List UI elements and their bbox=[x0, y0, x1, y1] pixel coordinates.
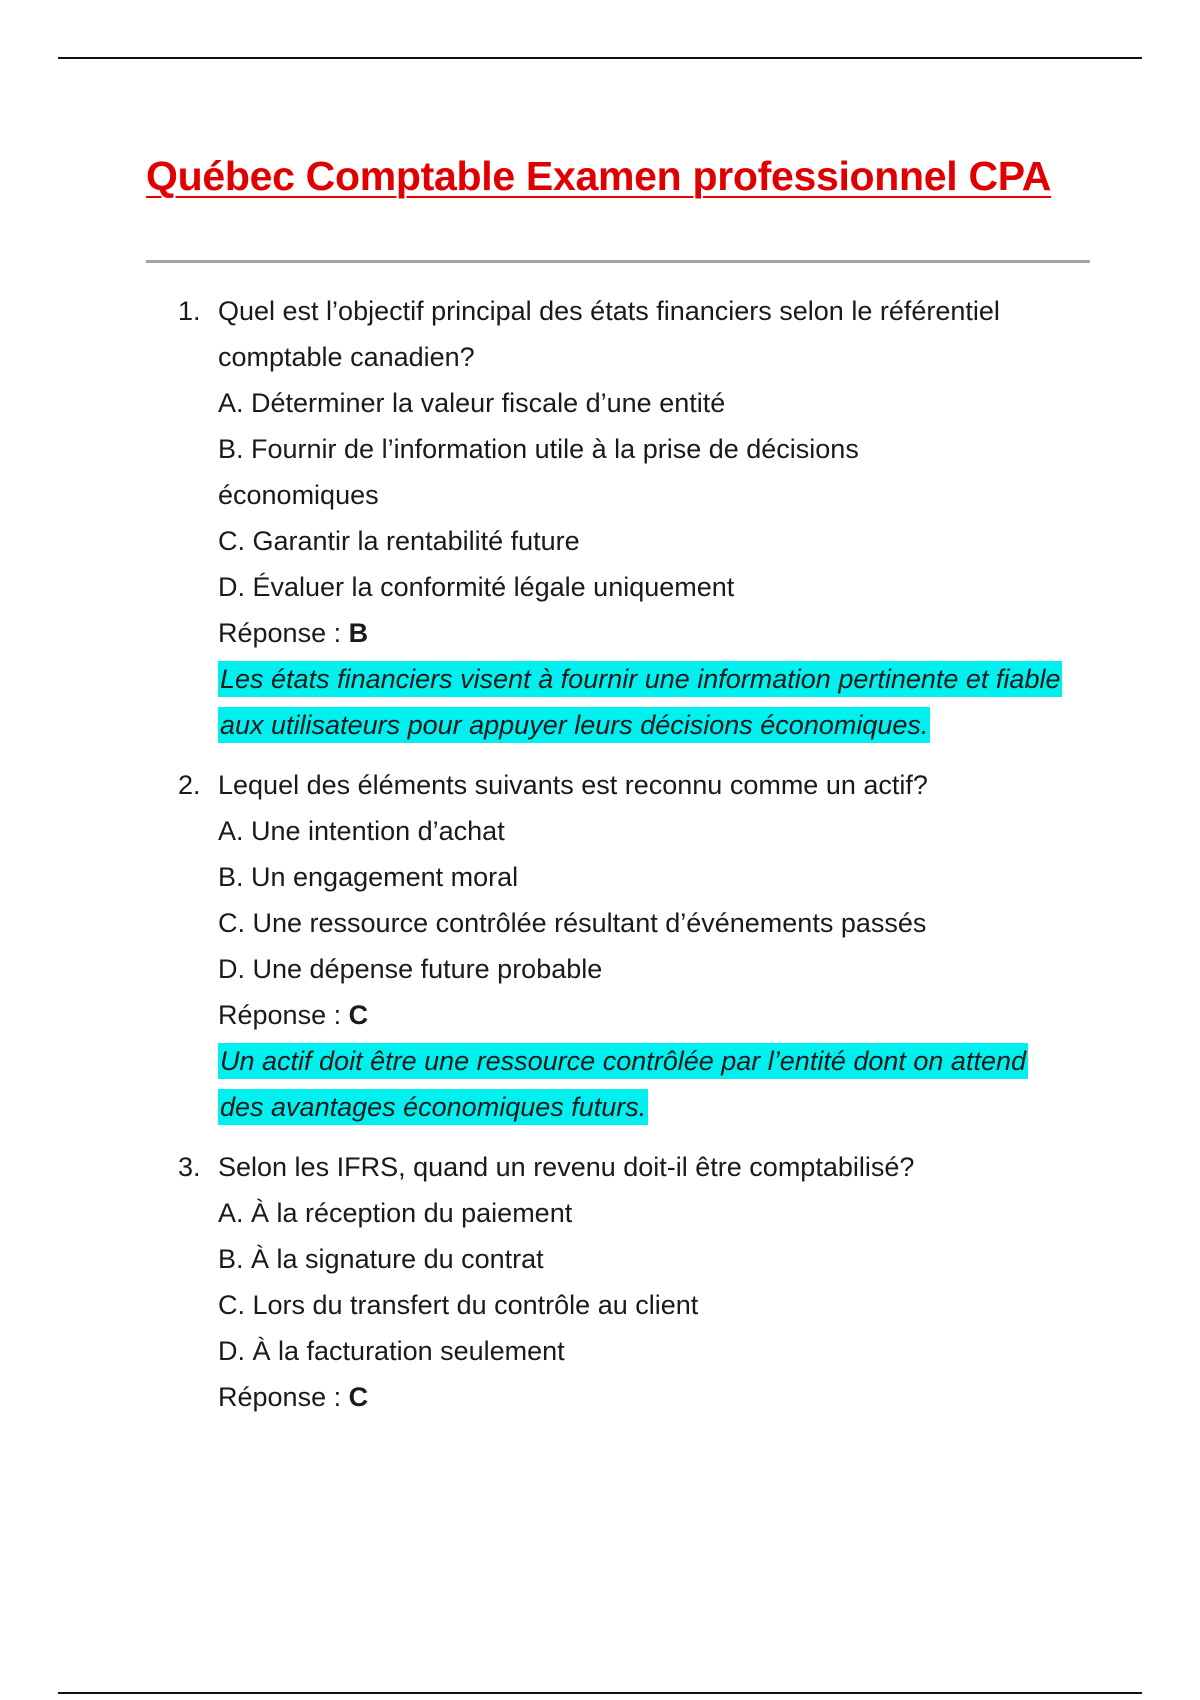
question-number: 3. bbox=[178, 1152, 201, 1182]
answer-line bbox=[218, 1374, 1098, 1420]
answer-label: Réponse : bbox=[218, 1000, 349, 1030]
question-number: 1. bbox=[178, 296, 201, 326]
option-c: C. Une ressource contrôlée résultant d’événements passés bbox=[218, 908, 927, 938]
document-title: Québec Comptable Examen professionnel CPA bbox=[146, 153, 1052, 199]
option-b: B. À la signature du contrat bbox=[218, 1244, 544, 1274]
answer-line bbox=[218, 992, 1098, 1038]
answer-label: Réponse : bbox=[218, 618, 349, 648]
title-divider bbox=[146, 260, 1090, 263]
explanation-text: Un actif doit être une ressource contrôlée par l’entité dont on attend des avantages économiques futurs. bbox=[218, 1043, 1028, 1125]
page-top-rule bbox=[58, 57, 1142, 59]
option-a: A. Une intention d’achat bbox=[218, 816, 505, 846]
page-bottom-rule bbox=[58, 1692, 1142, 1694]
question-list bbox=[178, 288, 1098, 1434]
explanation-text: Les états financiers visent à fournir une information pertinente et fiable aux utilisateurs pour appuyer leurs décisions économiques. bbox=[218, 661, 1062, 743]
option-b: B. Un engagement moral bbox=[218, 862, 519, 892]
option-d: D. Une dépense future probable bbox=[218, 954, 603, 984]
option-c: C. Lors du transfert du contrôle au client bbox=[218, 1290, 699, 1320]
option-a: A. À la réception du paiement bbox=[218, 1198, 573, 1228]
answer-value: B bbox=[348, 618, 369, 648]
question-item bbox=[178, 1144, 1098, 1420]
answer-line bbox=[218, 610, 1098, 656]
answer-label: Réponse : bbox=[218, 1382, 349, 1412]
answer-value: C bbox=[348, 1382, 369, 1412]
option-b-continued: économiques bbox=[218, 480, 379, 510]
question-text: Lequel des éléments suivants est reconnu comme un actif? bbox=[218, 770, 928, 800]
question-item bbox=[178, 288, 1098, 748]
answer-value: C bbox=[348, 1000, 369, 1030]
question-text: Selon les IFRS, quand un revenu doit-il être comptabilisé? bbox=[218, 1152, 915, 1182]
option-a: A. Déterminer la valeur fiscale d’une entité bbox=[218, 388, 726, 418]
question-number: 2. bbox=[178, 770, 201, 800]
option-c: C. Garantir la rentabilité future bbox=[218, 526, 580, 556]
question-text: comptable canadien? bbox=[218, 342, 475, 372]
option-d: D. Évaluer la conformité légale uniquement bbox=[218, 572, 735, 602]
question-text: Quel est l’objectif principal des états financiers selon le référentiel bbox=[218, 296, 1000, 326]
question-item bbox=[178, 762, 1098, 1130]
option-b: B. Fournir de l’information utile à la prise de décisions bbox=[218, 434, 859, 464]
explanation-block bbox=[218, 1038, 1068, 1130]
explanation-block bbox=[218, 656, 1068, 748]
option-d: D. À la facturation seulement bbox=[218, 1336, 565, 1366]
